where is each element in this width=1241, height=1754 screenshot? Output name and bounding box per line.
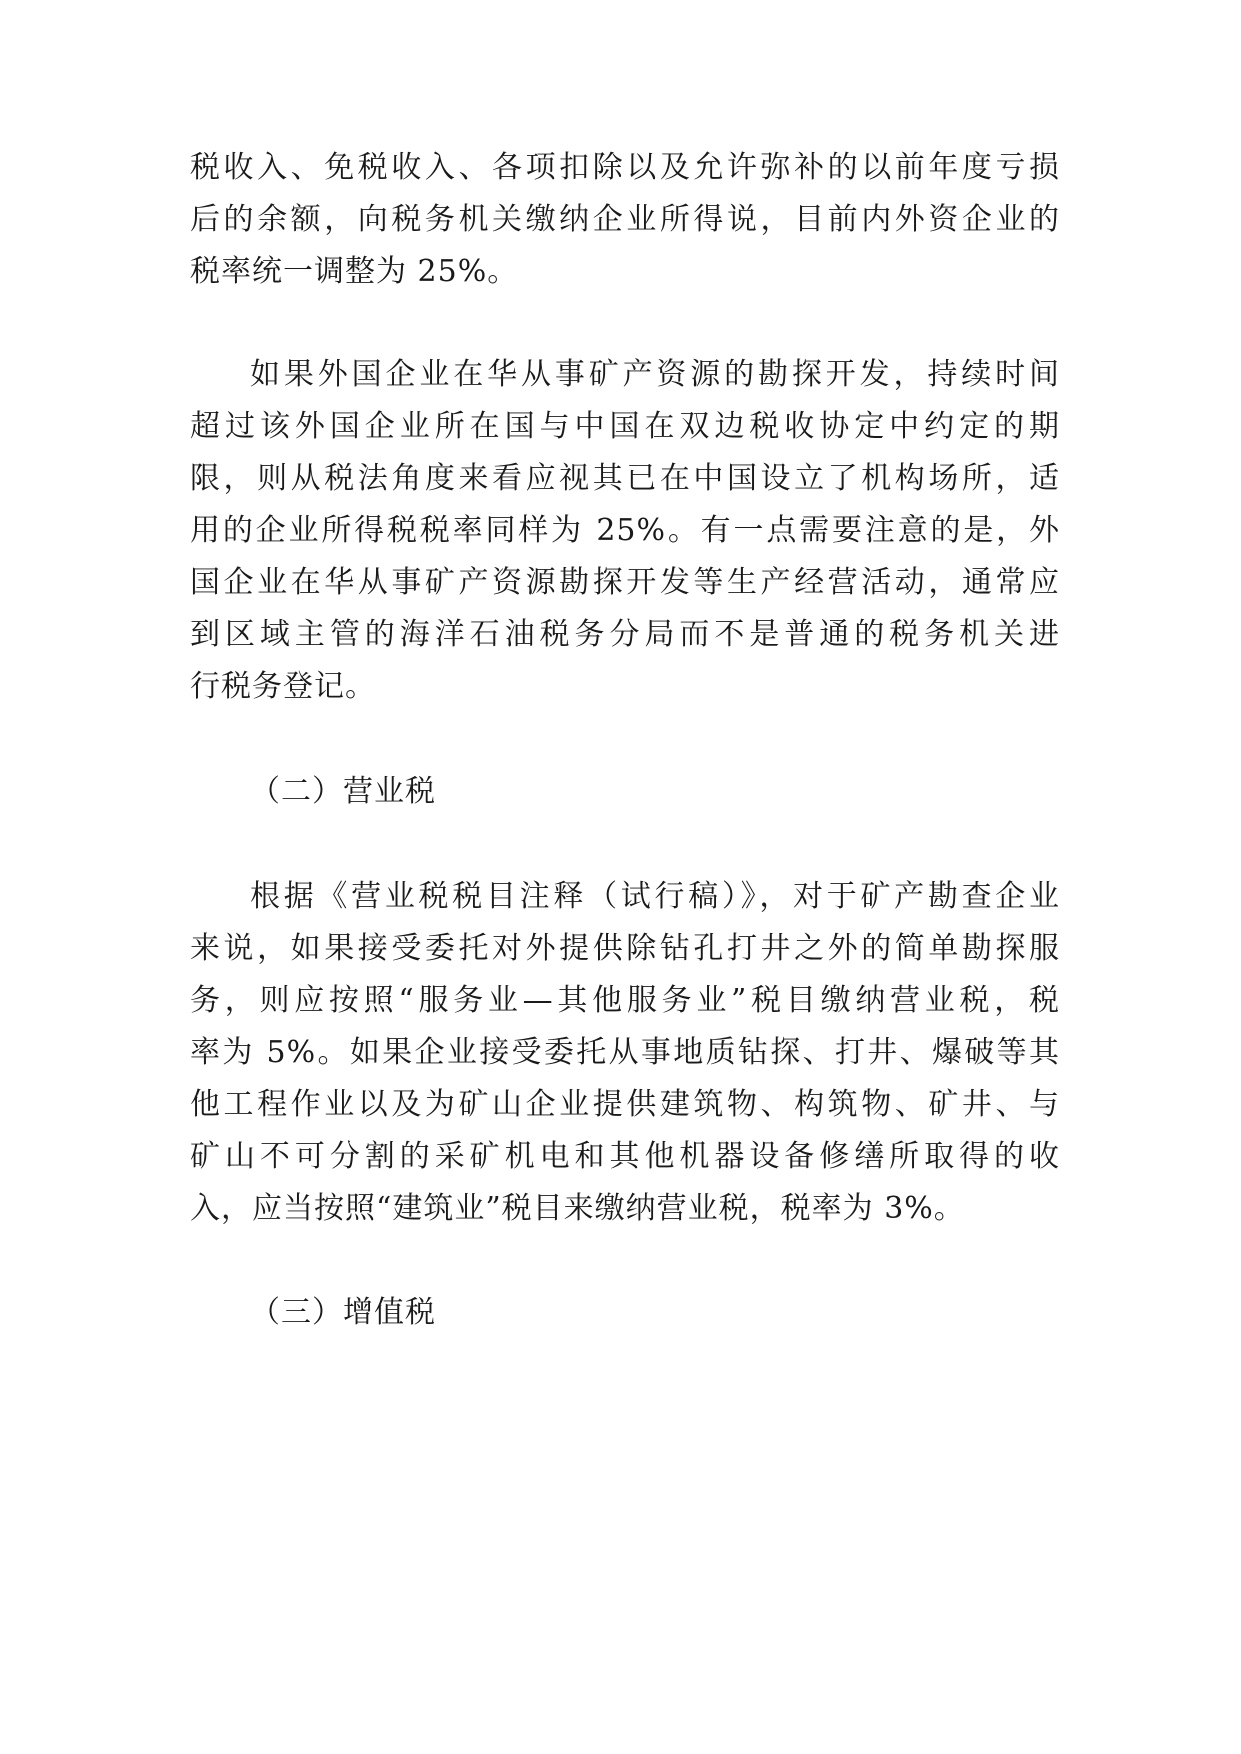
paragraph-2-line-5: 国企业在华从事矿产资源勘探开发等生产经营活动，通常应 (190, 565, 1060, 600)
paragraph-2-line-7: 行税务登记。 (190, 669, 376, 704)
paragraph-2-line-6: 到区域主管的海洋石油税务分局而不是普通的税务机关进 (190, 617, 1060, 652)
section-heading-value-added-tax: （三）增值税 (250, 1295, 436, 1330)
paragraph-3-line-4: 率为 5%。如果企业接受委托从事地质钻探、打井、爆破等其 (190, 1035, 1060, 1070)
paragraph-2-line-3: 限，则从税法角度来看应视其已在中国设立了机构场所，适 (190, 461, 1060, 496)
paragraph-3-line-6: 矿山不可分割的采矿机电和其他机器设备修缮所取得的收 (190, 1139, 1060, 1174)
paragraph-3-line-2: 来说，如果接受委托对外提供除钻孔打井之外的简单勘探服 (190, 931, 1060, 966)
paragraph-3-line-1: 根据《营业税税目注释（试行稿）》，对于矿产勘查企业 (250, 879, 1060, 914)
section-heading-business-tax: （二）营业税 (250, 774, 436, 809)
paragraph-1-line-1: 税收入、免税收入、各项扣除以及允许弥补的以前年度亏损 (190, 150, 1060, 185)
paragraph-1-line-2: 后的余额，向税务机关缴纳企业所得说，目前内外资企业的 (190, 202, 1060, 237)
paragraph-3-line-7: 入，应当按照“建筑业”税目来缴纳营业税，税率为 3%。 (190, 1191, 965, 1226)
paragraph-3-line-5: 他工程作业以及为矿山企业提供建筑物、构筑物、矿井、与 (190, 1087, 1060, 1122)
paragraph-2-line-4: 用的企业所得税税率同样为 25%。有一点需要注意的是，外 (190, 513, 1060, 548)
paragraph-3-line-3: 务，则应按照“服务业—其他服务业”税目缴纳营业税，税 (190, 983, 1060, 1018)
paragraph-1-line-3: 税率统一调整为 25%。 (190, 254, 519, 289)
paragraph-2-line-2: 超过该外国企业所在国与中国在双边税收协定中约定的期 (190, 409, 1060, 444)
paragraph-2-line-1: 如果外国企业在华从事矿产资源的勘探开发，持续时间 (250, 357, 1060, 392)
